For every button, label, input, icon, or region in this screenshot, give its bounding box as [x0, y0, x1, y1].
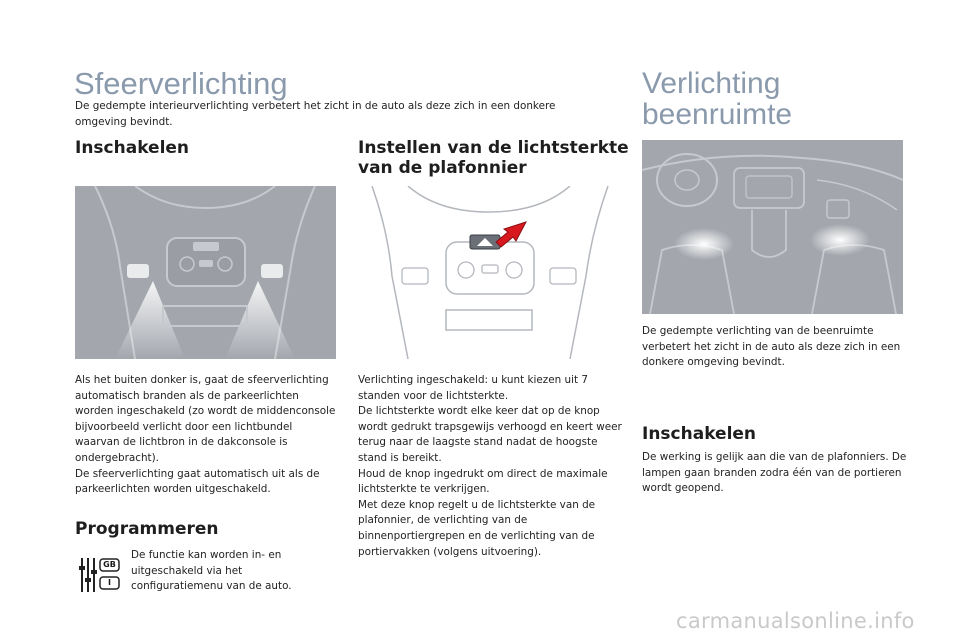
text-inschakelen-left: [75, 373, 337, 498]
settings-menu-icon: [76, 554, 122, 594]
heading-inschakelen-left: Inschakelen: [75, 138, 190, 158]
heading-line: van de plafonnier: [358, 158, 527, 178]
illustration-plafonnier-button: [358, 186, 620, 359]
icon-label-i: I: [108, 578, 111, 587]
text-lichtsterkte: [358, 373, 623, 560]
heading-programmeren: Programmeren: [75, 519, 219, 539]
heading-line: Instellen van de lichtsterkte: [358, 138, 629, 158]
paragraph: Als het buiten donker is, gaat de sfeerverlichting automatisch branden als de parkeerlichten worden ingeschakeld (zo wordt de middenconsole bijvoorbeeld verlicht door een lichtbundel waarvan de lichtbron in de dakconsole is ondergebracht).: [75, 374, 336, 464]
title-line: beenruimte: [642, 98, 793, 131]
title-line: Verlichting: [642, 67, 781, 100]
paragraph: De lichtsterkte wordt elke keer dat op de knop wordt gedrukt trapsgewijs verhoogd en keert weer terug naar de laagste stand nadat de hoogste stand is bereikt.: [358, 405, 622, 464]
heading-lichtsterkte: [358, 138, 629, 178]
text-inschakelen-right: De werking is gelijk aan die van de plafonniers. De lampen gaan branden zodra één van de portieren wordt geopend.: [642, 451, 907, 495]
page-title-beenruimte: [642, 68, 792, 130]
illustration-roof-console-ambient: [75, 186, 336, 359]
paragraph: De sfeerverlichting gaat automatisch uit als de parkeerlichten worden uitgeschakeld.: [75, 467, 320, 496]
page-title-sfeerverlichting: Sfeerverlichting: [74, 66, 288, 101]
intro-sfeerverlichting: De gedempte interieurverlichting verbetert het zicht in de auto als deze zich in een donkere omgeving bevindt.: [75, 100, 556, 128]
intro-beenruimte: De gedempte verlichting van de beenruimte verbetert het zicht in de auto als deze zich in een donkere omgeving bevindt.: [642, 325, 901, 369]
text-programmeren: De functie kan worden in- en uitgeschakeld via het configuratiemenu van de auto.: [131, 549, 292, 593]
pointer-arrow-icon: [496, 222, 526, 247]
paragraph: Verlichting ingeschakeld: u kunt kiezen uit 7 standen voor de lichtsterkte.: [358, 374, 588, 402]
illustration-footwell-lighting: [642, 140, 903, 314]
paragraph: Houd de knop ingedrukt om direct de maximale lichtsterkte te verkrijgen.: [358, 467, 608, 496]
heading-inschakelen-right: Inschakelen: [642, 424, 757, 444]
watermark: carmanualsonline.info: [676, 609, 915, 633]
paragraph: Met deze knop regelt u de lichtsterkte van de plafonnier, de verlichting van de binnenportiergrepen en de verlichting van de portiervakken (volgens uitvoering).: [358, 498, 596, 558]
icon-label-gb: GB: [103, 560, 116, 569]
